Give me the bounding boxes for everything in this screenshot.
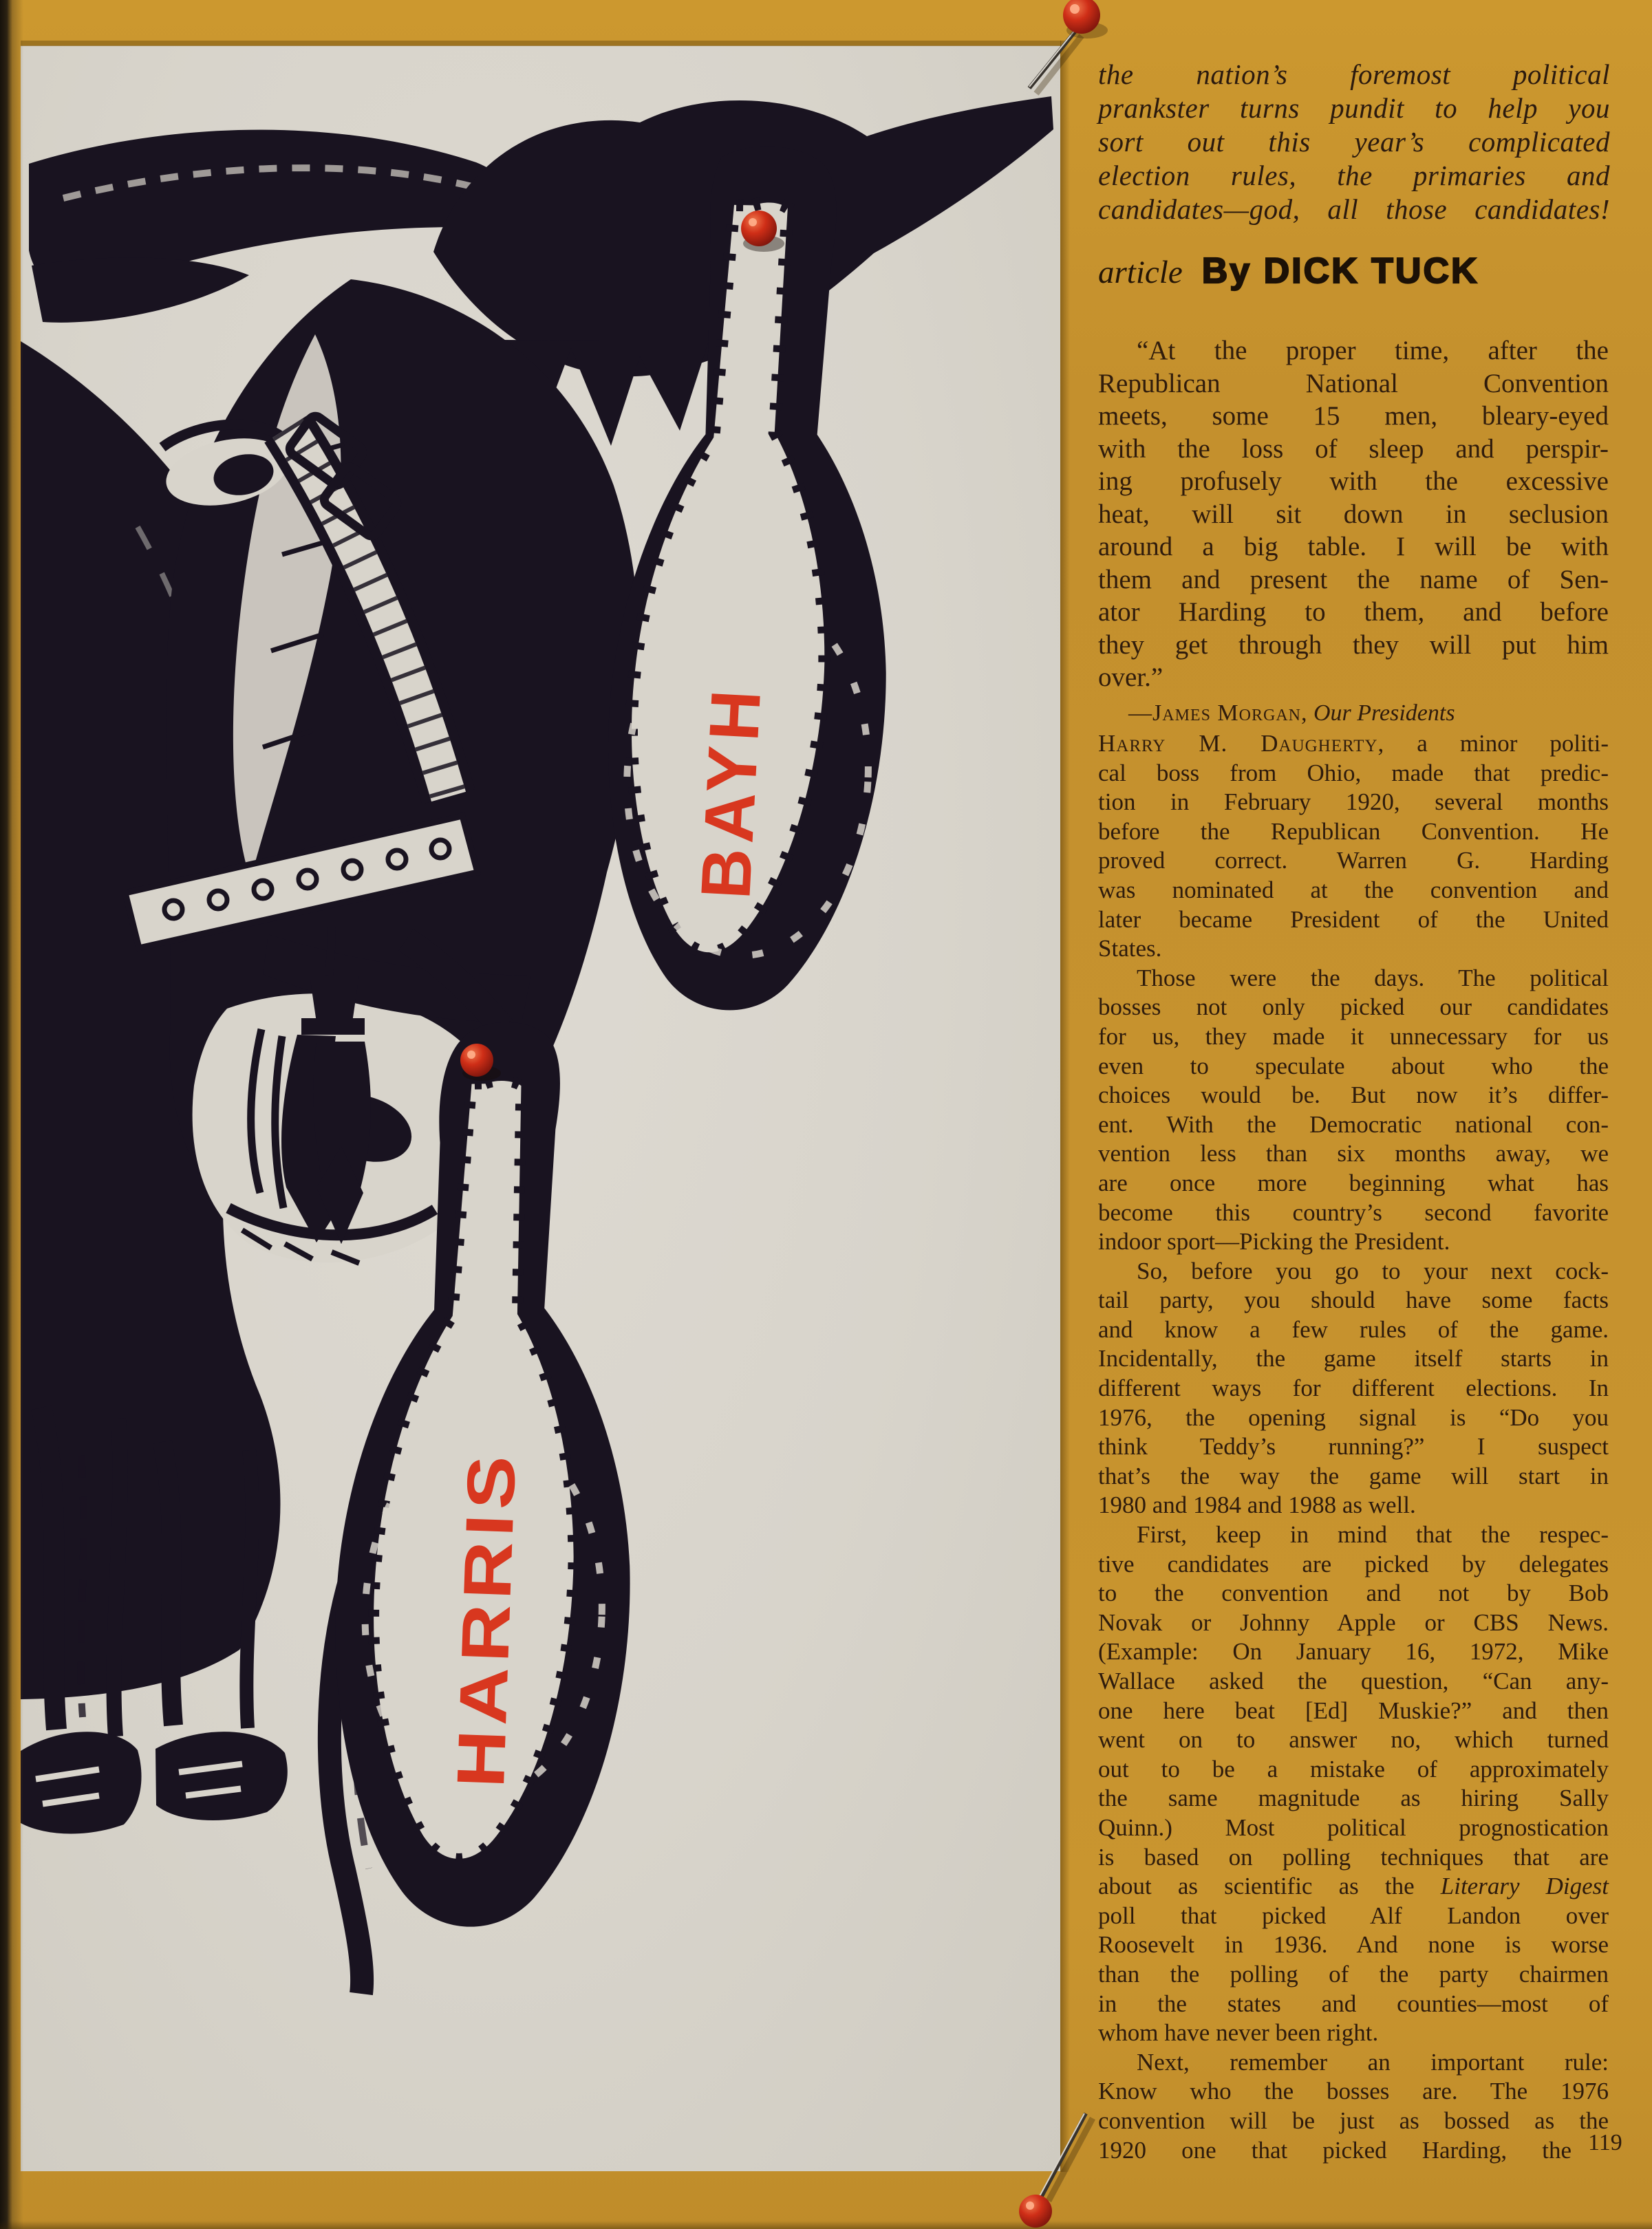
- page-number: 119: [1588, 2130, 1622, 2155]
- text-line: 1920 one that picked Harding, the: [1098, 2136, 1571, 2164]
- text-line: are once more beginning what has: [1098, 1169, 1609, 1196]
- text-line: 1980 and 1984 and 1988 as well.: [1098, 1492, 1416, 1519]
- text-line: tive candidates are picked by delegates: [1098, 1550, 1609, 1577]
- text-line: ent. With the Democratic national con-: [1098, 1110, 1609, 1138]
- text-line: Roosevelt in 1936. And none is worse: [1098, 1931, 1609, 1959]
- text-line: poll that picked Alf Landon over: [1098, 1902, 1609, 1929]
- page-fold-shadow-top: [21, 41, 1061, 46]
- text-line: ing profusely with the excessive: [1098, 466, 1609, 496]
- text-line: proved correct. Warren G. Harding: [1098, 847, 1609, 874]
- hoof: [155, 1732, 288, 1820]
- article-body: [1098, 729, 1609, 2165]
- text-line: later became President of the United: [1098, 905, 1609, 933]
- donkey-illustration: [21, 45, 1060, 2171]
- text-line: than the polling of the party chairmen: [1098, 1960, 1609, 1988]
- article-label: article: [1098, 255, 1183, 290]
- paragraph: [1098, 2048, 1609, 2165]
- quote-lines: [1098, 334, 1609, 694]
- text-line: Quinn.) Most political prognostication: [1098, 1813, 1609, 1841]
- text-line: Novak or Johnny Apple or CBS News.: [1098, 1608, 1609, 1636]
- text-line: over.”: [1098, 663, 1163, 692]
- text-line: Next, remember an important rule:: [1137, 2048, 1609, 2076]
- text-line: become this country’s second favorite: [1098, 1198, 1609, 1226]
- text-line: cal boss from Ohio, made that predic-: [1098, 759, 1609, 786]
- text-line: heat, will sit down in seclusion: [1098, 499, 1609, 529]
- text-line: around a big table. I will be with: [1098, 532, 1609, 561]
- illustration-canvas: [21, 45, 1060, 2171]
- text-line: Those were the days. The political: [1137, 964, 1609, 991]
- text-line: Wallace asked the question, “Can any-: [1098, 1668, 1609, 1694]
- text-line: election rules, the primaries and: [1098, 160, 1610, 191]
- text-line: and know a few rules of the game.: [1098, 1315, 1609, 1343]
- text-line: think Teddy’s running?” I suspect: [1098, 1433, 1609, 1461]
- text-line: that’s the way the game will start in: [1098, 1462, 1609, 1489]
- text-line: States.: [1098, 935, 1162, 962]
- page-fold-shadow-right: [1060, 41, 1070, 2172]
- text-line: (Example: On January 16, 1972, Mike: [1098, 1638, 1609, 1666]
- text-line: out to be a mistake of approximately: [1098, 1755, 1609, 1783]
- text-line: them and present the name of Sen-: [1098, 564, 1609, 594]
- text-line: So, before you go to your next cock-: [1137, 1257, 1609, 1284]
- author-byline: By DICK TUCK: [1201, 251, 1479, 291]
- text-line: convention will be just as bossed as the: [1098, 2107, 1609, 2134]
- text-line: in the states and counties—most of: [1098, 1990, 1609, 2017]
- text-line: whom have never been right.: [1098, 2019, 1379, 2047]
- text-line: Harry M. Daugherty, a minor politi-: [1098, 730, 1609, 757]
- paragraph: [1098, 1520, 1609, 2048]
- text-line: choices would be. But now it’s differ-: [1098, 1081, 1609, 1109]
- paragraph: [1098, 1257, 1609, 1520]
- text-line: the nation’s foremost political: [1098, 58, 1610, 90]
- text-line: before the Republican Convention. He: [1098, 817, 1609, 845]
- text-line: the same magnitude as hiring Sally: [1098, 1785, 1609, 1812]
- text-line: 1976, the opening signal is “Do you: [1098, 1403, 1609, 1431]
- text-line: for us, they made it unnecessary for us: [1098, 1022, 1609, 1050]
- text-line: Know who the bosses are. The 1976: [1098, 2078, 1609, 2105]
- page-edge-left: [0, 0, 23, 2229]
- paddle-label-bayh: BAYH: [686, 682, 776, 901]
- text-line: candidates—god, all those candidates!: [1098, 193, 1610, 225]
- text-line: they get through they will put him: [1098, 629, 1609, 660]
- text-line: is based on polling techniques that are: [1098, 1843, 1609, 1871]
- text-line: went on to answer no, which turned: [1098, 1726, 1609, 1754]
- text-line: even to speculate about who the: [1098, 1052, 1609, 1079]
- text-line: tion in February 1920, several months: [1098, 788, 1609, 816]
- text-line: meets, some 15 men, bleary-eyed: [1098, 401, 1609, 431]
- text-line: indoor sport—Picking the President.: [1098, 1228, 1450, 1256]
- text-line: prankster turns pundit to help you: [1098, 92, 1610, 124]
- text-line: bosses not only picked our candidates: [1098, 993, 1609, 1021]
- text-line: with the loss of sleep and perspir-: [1098, 433, 1609, 464]
- paragraph: [1098, 729, 1609, 964]
- text-line: to the convention and not by Bob: [1098, 1580, 1609, 1607]
- text-line: ator Harding to them, and before: [1098, 597, 1609, 627]
- text-line: “At the proper time, after the: [1137, 336, 1609, 365]
- text-line: different ways for different elections. In: [1098, 1375, 1609, 1402]
- text-line: Republican National Convention: [1098, 368, 1609, 398]
- paragraph: [1098, 964, 1609, 1257]
- text-line: about as scientific as the Literary Digest: [1098, 1873, 1609, 1900]
- text-line: vention less than six months away, we: [1098, 1140, 1609, 1167]
- text-line: tail party, you should have some facts: [1098, 1286, 1609, 1314]
- text-line: sort out this year’s complicated: [1098, 126, 1610, 158]
- intro-deck: [1098, 58, 1610, 226]
- quote-attribution: —James Morgan, Our Presidents: [1128, 700, 1455, 726]
- hoof: [21, 1732, 142, 1833]
- epigraph-quote: [1098, 334, 1609, 730]
- page-edge-bottom: [0, 2221, 1652, 2229]
- paddle-label-harris: HARRIS: [442, 1503, 528, 1789]
- text-line: was nominated at the convention and: [1098, 876, 1609, 903]
- byline: [1098, 250, 1621, 292]
- text-line: one here beat [Ed] Muskie?” and then: [1098, 1697, 1609, 1724]
- text-line: Incidentally, the game itself starts in: [1098, 1345, 1609, 1372]
- text-line: First, keep in mind that the respec-: [1137, 1521, 1609, 1549]
